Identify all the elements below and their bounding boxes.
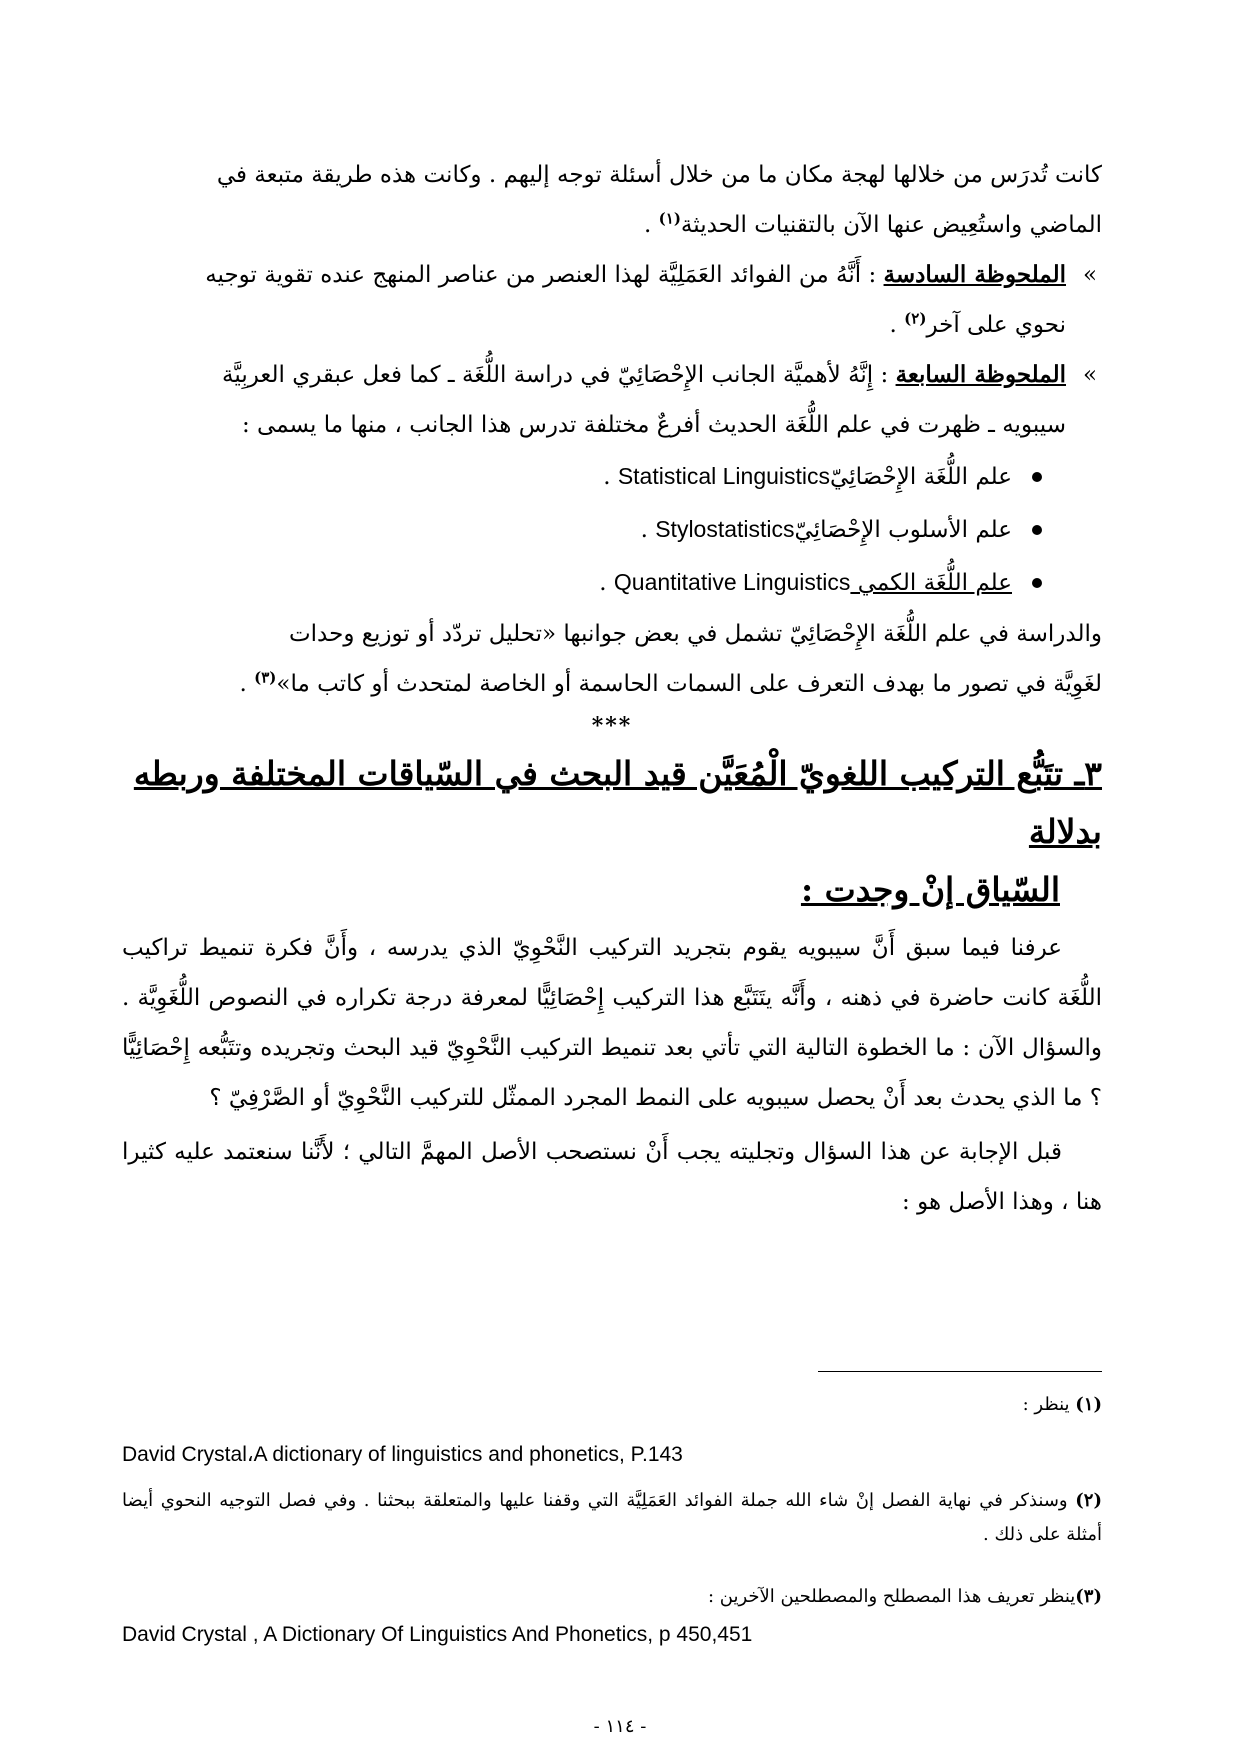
sentence-end: . [640, 517, 656, 543]
sentence-end: . [599, 570, 614, 596]
page-body [122, 150, 1102, 1227]
paragraph-2-line-2: لغَوِيَّة في تصور ما بهدف التعرف على السمات الحاسمة أو الخاصة لمتحدث أو كاتب ما» [276, 671, 1102, 697]
footnote-ref-3[interactable]: (٣) [254, 668, 277, 687]
paragraph-1-line-1: كانت تُدرَس من خلالها لهجة مكان ما من خلال أسئلة توجه إليهم . وكانت هذه طريقة متبعة في [216, 162, 1102, 188]
bullet-icon [1032, 578, 1042, 588]
list-item-text [603, 450, 1012, 503]
footnote-1-reference [122, 1440, 1102, 1470]
footnote-3-citation: David Crystal , A Dictionary Of Linguistics And Phonetics, p 450,451 [122, 1623, 753, 1646]
bullet-icon [1032, 472, 1042, 482]
note-7 [122, 350, 1102, 400]
section-heading-line-1: ٣ـ تتَبُّع التركيب اللغويّ الْمُعَيَّن قيد البحث في السّياقات المختلفة وربطه بدلالة [133, 754, 1102, 851]
bullet-list [122, 450, 1102, 609]
footnote-3-reference [122, 1620, 1102, 1650]
term-english: Quantitative Linguistics [613, 569, 851, 595]
note-6-continuation [122, 300, 1102, 350]
note-6-body: : أَنَّهُ من الفوائد العَمَلِيَّة لهذا العنصر من عناصر المنهج عنده تقوية توجيه [205, 262, 884, 288]
paragraph-2-line-1: والدراسة في علم اللُّغَة الإِحْصَائِيّ تشمل في بعض جوانبها «تحليل تردّد أو توزيع وحدات [289, 621, 1102, 647]
footnote-2-body: وسنذكر في نهاية الفصل إنْ شاء الله جملة الفوائد العَمَلِيَّة التي وقفنا عليها والمتعلقة ببحثنا . وفي فصل التوجيه النحوي أيضا أمثلة على ذلك . [122, 1490, 1102, 1545]
footnote-1-citation: David Crystal،A dictionary of linguistics and phonetics, P.143 [122, 1443, 683, 1466]
note-6 [122, 250, 1102, 300]
footnote-number: (٢) [1075, 1490, 1102, 1511]
list-item [122, 450, 1042, 503]
paragraph-3: عرفنا فيما سبق أَنَّ سيبويه يقوم بتجريد التركيب النَّحْوِيّ الذي يدرسه ، وأَنَّ فكرة تنميط تراكيب اللُّغَة كانت حاضرة في ذهنه ، وأَنَّه يتَتَبَّع هذا التركيب إِحْصَائِيًّا لمعرفة درجة تكراره في النصوص اللُّغَوِيَّة . والسؤال الآن : ما الخطوة التالية التي تأتي بعد تنميط التركيب النَّحْوِيّ قيد البحث وتجريده وتتَبُّعه إِحْصَائِيًّا ؟ ما الذي يحدث بعد أَنْ يحصل سيبويه على النمط المجرد الممثّل للتركيب النَّحْوِيّ أو الصَّرْفِيّ ؟ [122, 935, 1103, 1111]
footnote-3 [122, 1580, 1102, 1614]
term-arabic: علم الأسلوب الإِحْصَائِيّ [794, 517, 1012, 543]
list-item-text [641, 503, 1012, 556]
footnote-separator [818, 1371, 1102, 1372]
note-6-cont-text: نحوي على آخر [926, 312, 1066, 338]
note-7-label: الملحوظة السابعة [895, 361, 1066, 388]
section-divider-stars: *** [591, 713, 633, 739]
note-6-text [122, 250, 1066, 300]
paragraph-1-line-2: الماضي واستُعِيض عنها الآن بالتقنيات الحديثة [680, 212, 1102, 238]
note-6-label: الملحوظة السادسة [883, 261, 1066, 288]
sentence-end: . [603, 464, 618, 490]
footnote-1 [122, 1388, 1102, 1422]
term-english: Statistical Linguistics [617, 463, 831, 489]
sentence-end: . [644, 212, 659, 238]
sentence-end: . [889, 312, 905, 338]
footnote-1-body: ينظر : [1022, 1394, 1076, 1415]
footnote-number: (٣) [1075, 1586, 1102, 1607]
footnote-2-text [122, 1484, 1102, 1552]
page-number: - ١١٤ - [593, 1716, 647, 1737]
note-7-body: : إِنَّهُ لأهميَّة الجانب الإِحْصَائِيّ في دراسة اللُّغَة ـ كما فعل عبقري العربِيَّة [222, 362, 896, 388]
paragraph-2 [122, 609, 1102, 709]
footnote-3-text [122, 1580, 1102, 1614]
paragraph-1 [122, 150, 1102, 250]
footnote-ref-1[interactable]: (١) [658, 209, 681, 228]
section-heading-line-2: السّياق إنْ وجدت : [800, 870, 1060, 909]
note-7-continuation: سيبويه ـ ظهرت في علم اللُّغَة الحديث أفرعٌ مختلفة تدرس هذا الجانب ، منها ما يسمى : [241, 412, 1066, 438]
paragraph-4: قبل الإجابة عن هذا السؤال وتجليته يجب أَنْ نستصحب الأصل المهمَّ التالي ؛ لأَنَّنا سنعتمد عليه كثيرا هنا ، وهذا الأصل هو : [122, 1139, 1102, 1215]
list-item [122, 503, 1042, 556]
bullet-icon [1032, 525, 1042, 535]
footnote-number: (١) [1075, 1394, 1102, 1415]
chevron-marker-icon: » [1082, 362, 1098, 388]
note-7-text [122, 350, 1066, 400]
footnote-3-body: ينظر تعريف هذا المصطلح والمصطلحين الآخرين : [707, 1586, 1076, 1607]
footnote-ref-2[interactable]: (٢) [904, 309, 927, 328]
sentence-end: . [239, 671, 255, 697]
chevron-marker-icon: » [1082, 262, 1098, 288]
term-arabic: علم اللُّغَة الإِحْصَائِيّ [830, 464, 1012, 490]
footnote-1-text [122, 1388, 1102, 1422]
list-item-text [599, 556, 1012, 609]
term-arabic: علم اللُّغَة الكمي [850, 570, 1012, 596]
footnote-2 [122, 1484, 1102, 1552]
list-item [122, 556, 1042, 609]
term-english: Stylostatistics [655, 516, 795, 542]
